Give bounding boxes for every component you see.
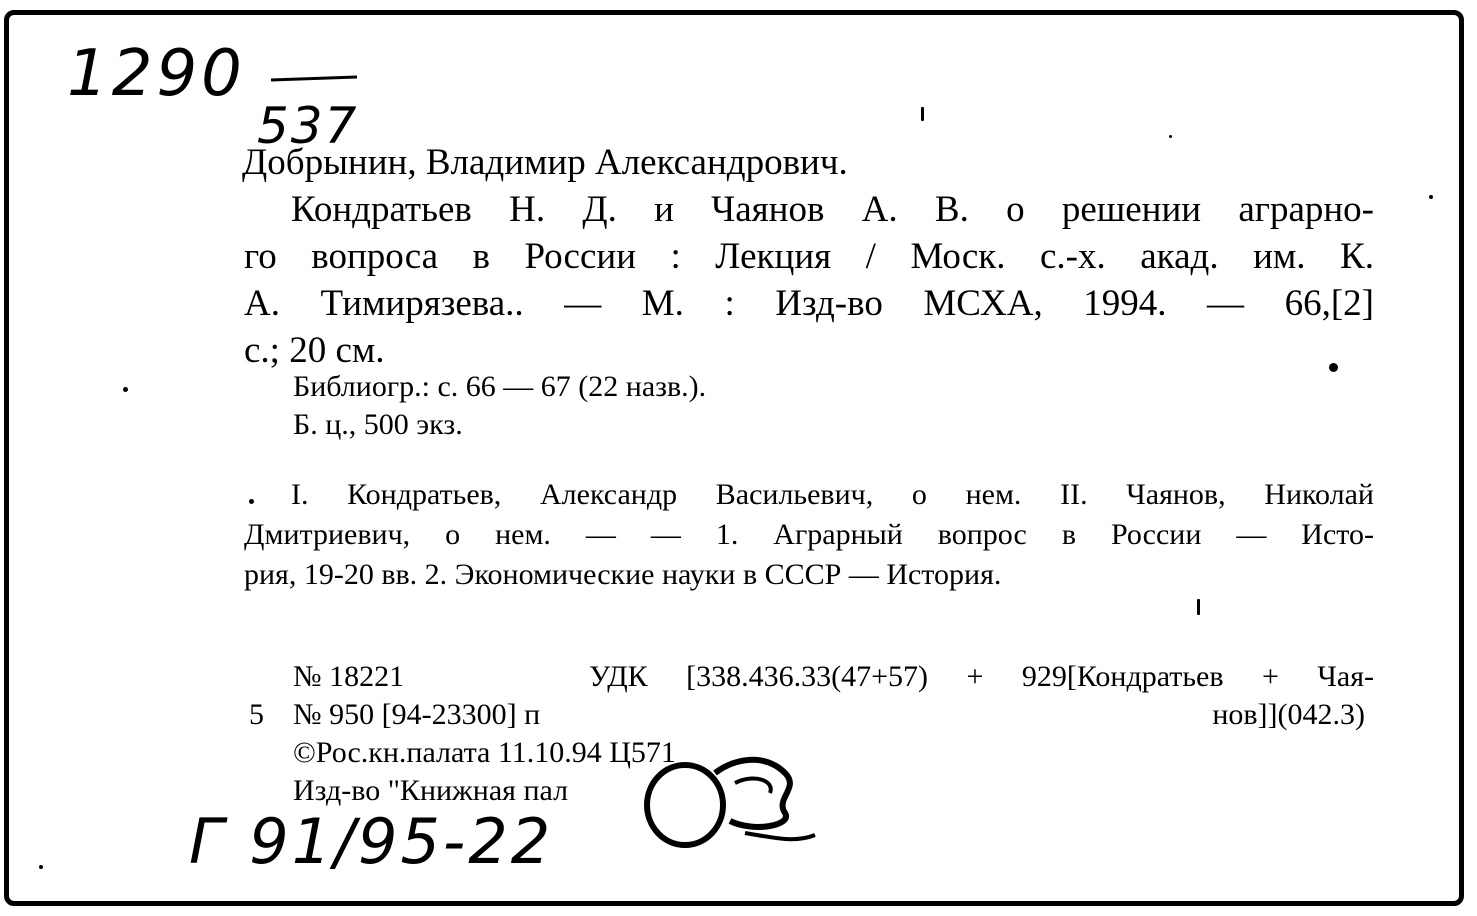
- title-line-2: го вопроса в России : Лекция / Моск. с.-х. акад. им. К.: [244, 236, 1374, 277]
- scan-speck: [39, 865, 43, 869]
- scan-speck: [249, 499, 254, 504]
- record-number: № 18221: [293, 660, 405, 693]
- subjects-line-1: I. Кондратьев, Александр Васильевич, о нем. II. Чаянов, Николай: [291, 478, 1374, 511]
- ink-stamp-scribble: [635, 743, 835, 863]
- price-circulation-note: Б. ц., 500 экз.: [293, 408, 463, 441]
- subjects-line-3: рия, 19-20 вв. 2. Экономические науки в СССР — История.: [244, 558, 1002, 591]
- copies-prefix: 5: [249, 698, 264, 731]
- scan-speck: [1197, 599, 1200, 615]
- scan-speck: [1169, 135, 1172, 138]
- scan-speck: [123, 387, 128, 392]
- title-line-3: А. Тимирязева.. — М. : Изд-во МСХА, 1994. — 66,[2]: [244, 283, 1374, 324]
- order-number: № 950 [94-23300] п: [293, 698, 541, 731]
- udk-continuation: нов]](042.3): [1212, 698, 1365, 731]
- scan-speck: [921, 107, 924, 121]
- catalog-card: [4, 10, 1464, 906]
- title-line-1: Кондратьев Н. Д. и Чаянов А. В. о решении аграрно-: [291, 189, 1374, 230]
- author-heading: Добрынин, Владимир Александрович.: [242, 142, 848, 183]
- udk-classification: УДК [338.436.33(47+57) + 929[Кондратьев + Чая-: [589, 660, 1374, 693]
- publisher-line: Изд-во "Книжная пал: [293, 774, 569, 807]
- handwritten-call-number-top: 1290: [67, 37, 246, 111]
- handwritten-call-number-bottom: 537: [257, 97, 359, 155]
- scan-speck: [1329, 363, 1338, 372]
- handwritten-accession-mark: Г 91/95-22: [189, 805, 554, 878]
- scan-speck: [1429, 195, 1433, 199]
- call-number-fraction-line: [271, 76, 357, 82]
- book-chamber-line: ©Рос.кн.палата 11.10.94 Ц571: [293, 736, 676, 769]
- subjects-line-2: Дмитриевич, о нем. — — 1. Аграрный вопрос в России — Исто-: [244, 518, 1374, 551]
- title-line-4: с.; 20 см.: [244, 330, 385, 371]
- bibliography-note: Библиогр.: с. 66 — 67 (22 назв.).: [293, 370, 707, 403]
